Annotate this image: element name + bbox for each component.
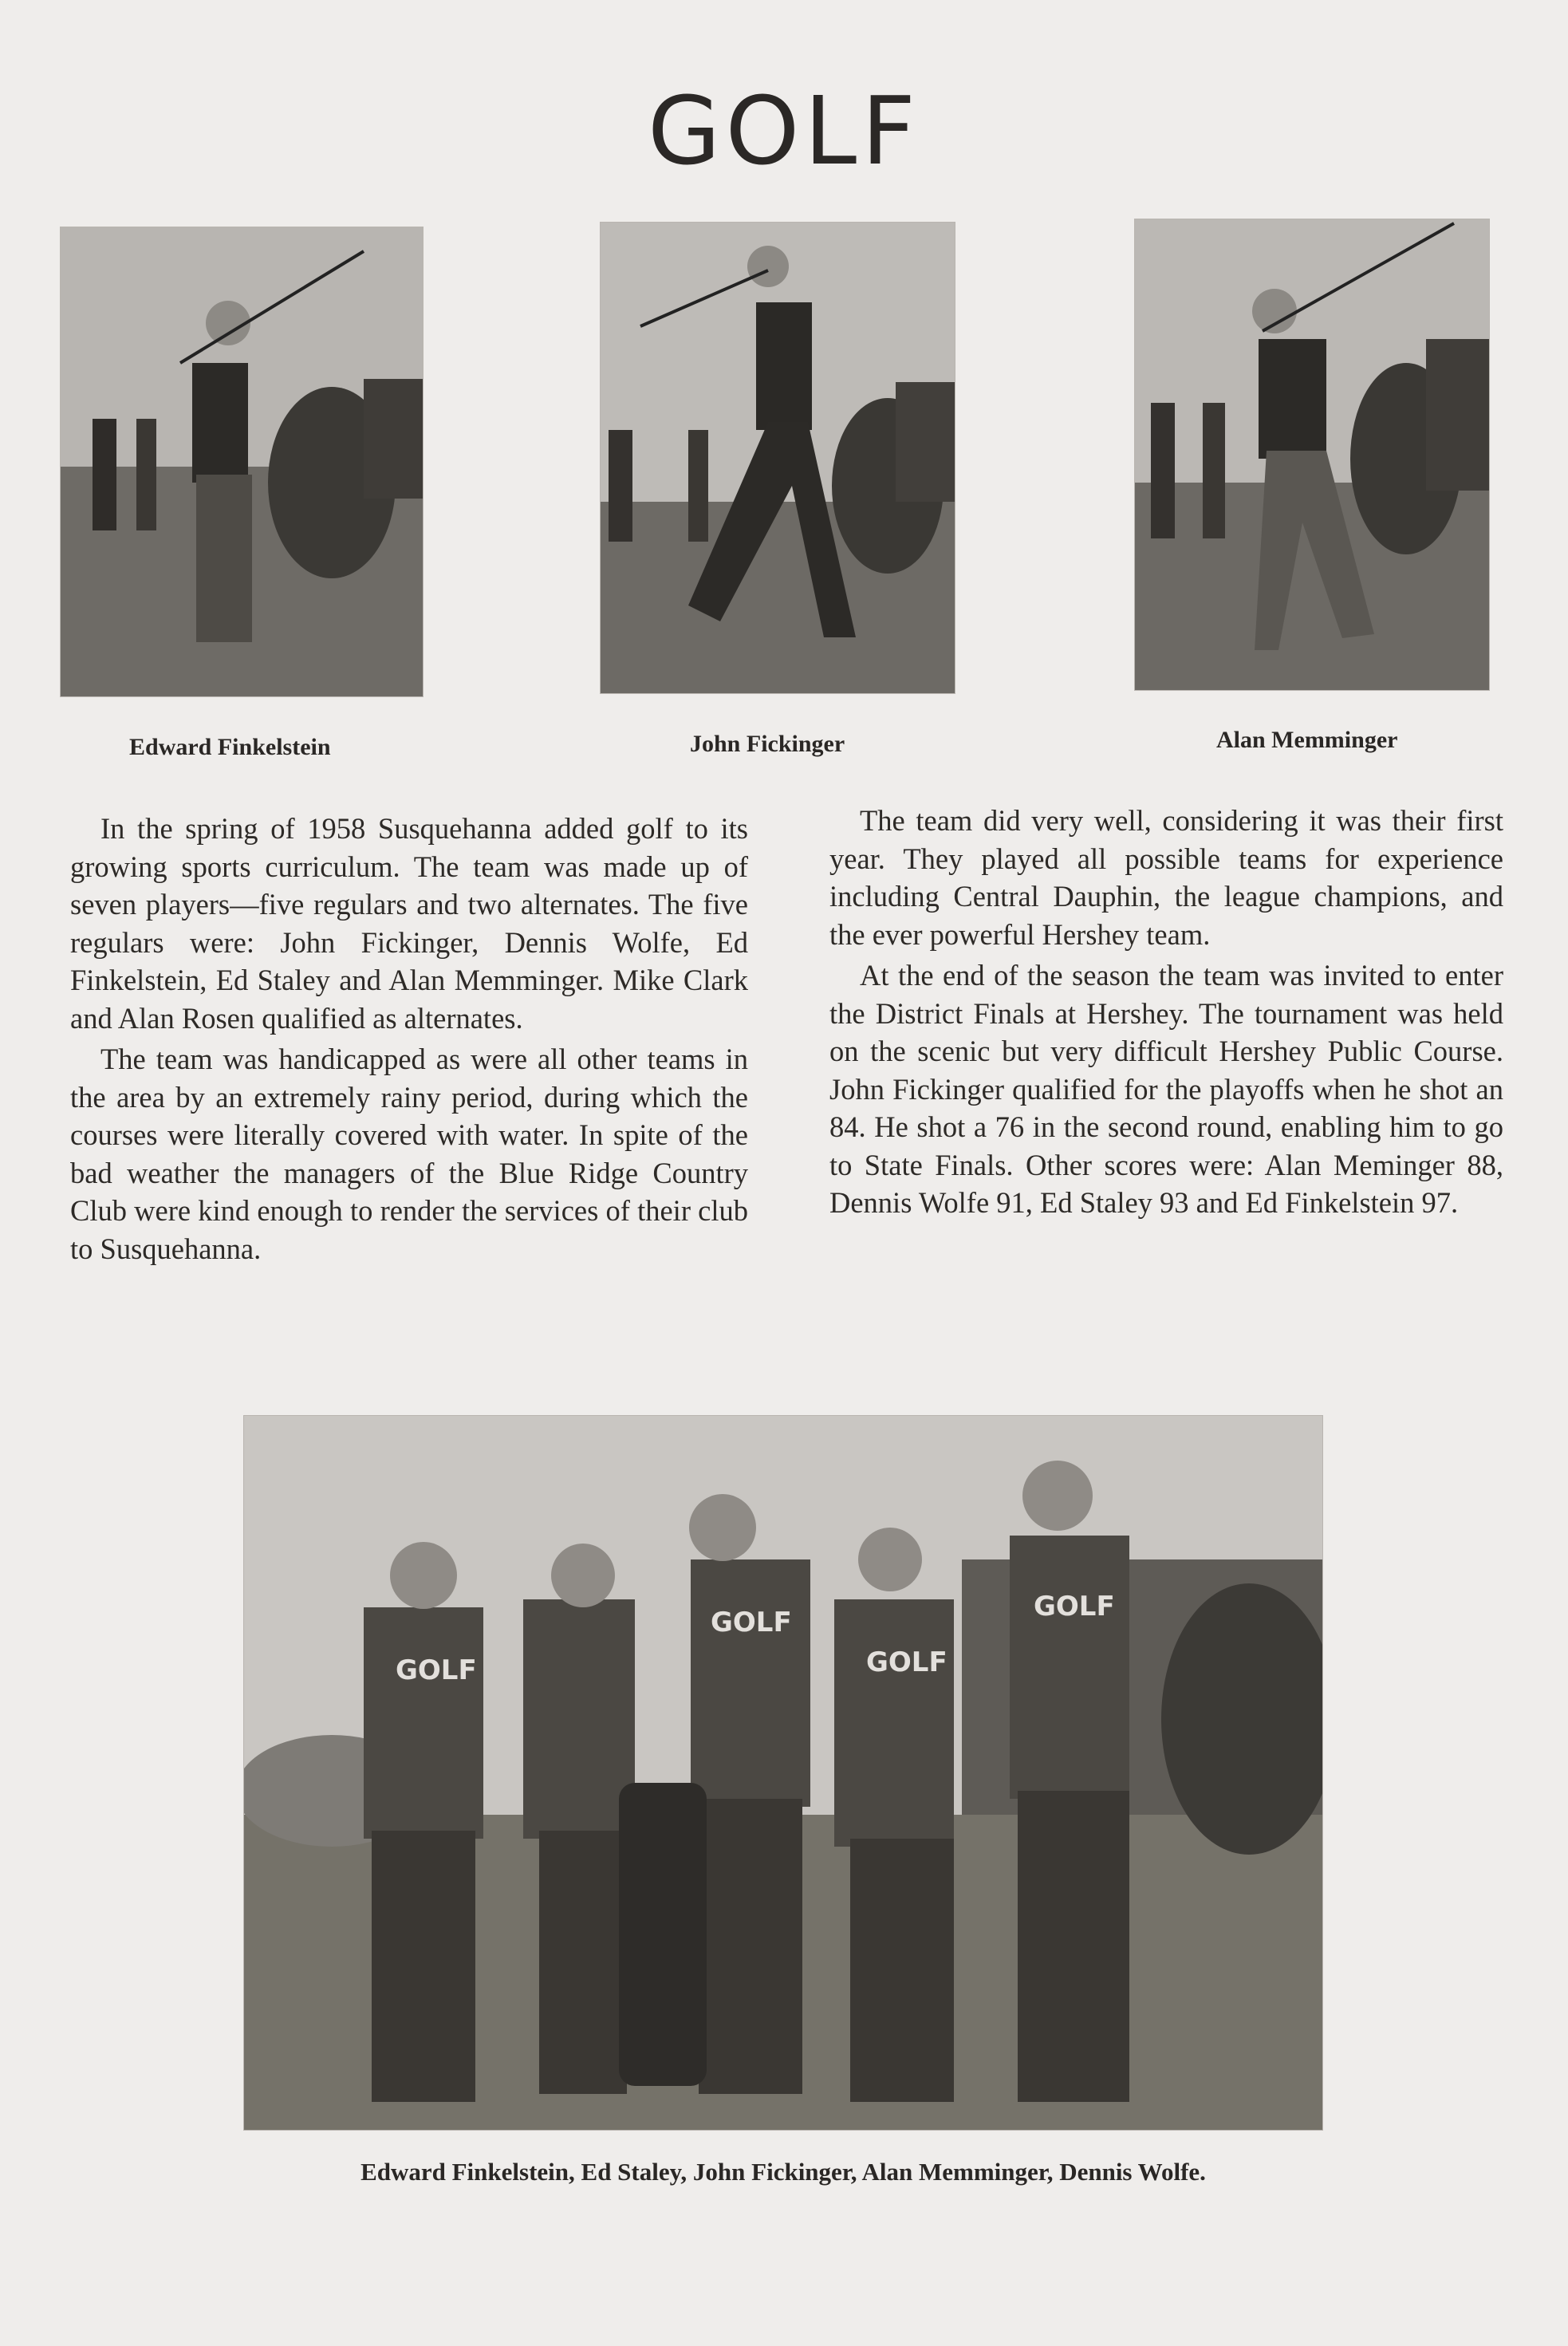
right-paragraph-2: At the end of the season the team was invited to enter the District Finals at Hershey. The tournament was held on the scenic but very difficult Hershey Public Course. John Fickinger qualified for the playoffs when he shot an 84. He shot a 76 in the second round, enabling him to go to State Finals. Other scores were: Alan Meminger 88, Dennis Wolfe 91, Ed Staley 93 and Ed Finkelstein 97. (829, 959, 1503, 1219)
caption-john-fickinger: John Fickinger (690, 731, 845, 757)
left-text-column (70, 810, 748, 1271)
shirt-label-4: GOLF (1034, 1591, 1115, 1622)
caption-alan-memminger: Alan Memminger (1216, 727, 1398, 753)
caption-edward-finkelstein: Edward Finkelstein (129, 734, 331, 760)
group-photo (244, 1416, 1322, 2130)
group-photo-caption: Edward Finkelstein, Ed Staley, John Fickinger, Alan Memminger, Dennis Wolfe. (360, 2158, 1206, 2186)
photo-alan-memminger (1135, 219, 1489, 690)
right-paragraph-1: The team did very well, considering it was their first year. They played all possible teams for experience including Central Dauphin, the league champions, and the ever powerful Hershey team. (829, 804, 1503, 951)
shirt-label-1: GOLF (396, 1654, 477, 1686)
shirt-label-3: GOLF (866, 1646, 947, 1678)
photo-john-fickinger (601, 223, 955, 693)
shirt-label-2: GOLF (711, 1607, 792, 1638)
left-paragraph-1: In the spring of 1958 Susquehanna added golf to its growing sports curriculum. The team was made up of seven players—five regulars and two alternates. The five regulars were: John Fickinger, Dennis Wolfe, Ed Finkelstein, Ed Staley and Alan Memminger. Mike Clark and Alan Rosen qualified as alternates. (70, 812, 748, 1035)
right-text-column (829, 802, 1503, 1225)
left-paragraph-2: The team was handicapped as were all other teams in the area by an extremely rainy period, during which the courses were literally covered with water. In spite of the bad weather the managers of the Blue Ridge Country Club were kind enough to render the services of their club to Susquehanna. (70, 1043, 748, 1265)
photo-edward-finkelstein (61, 227, 423, 696)
page-title: GOLF (648, 76, 920, 186)
